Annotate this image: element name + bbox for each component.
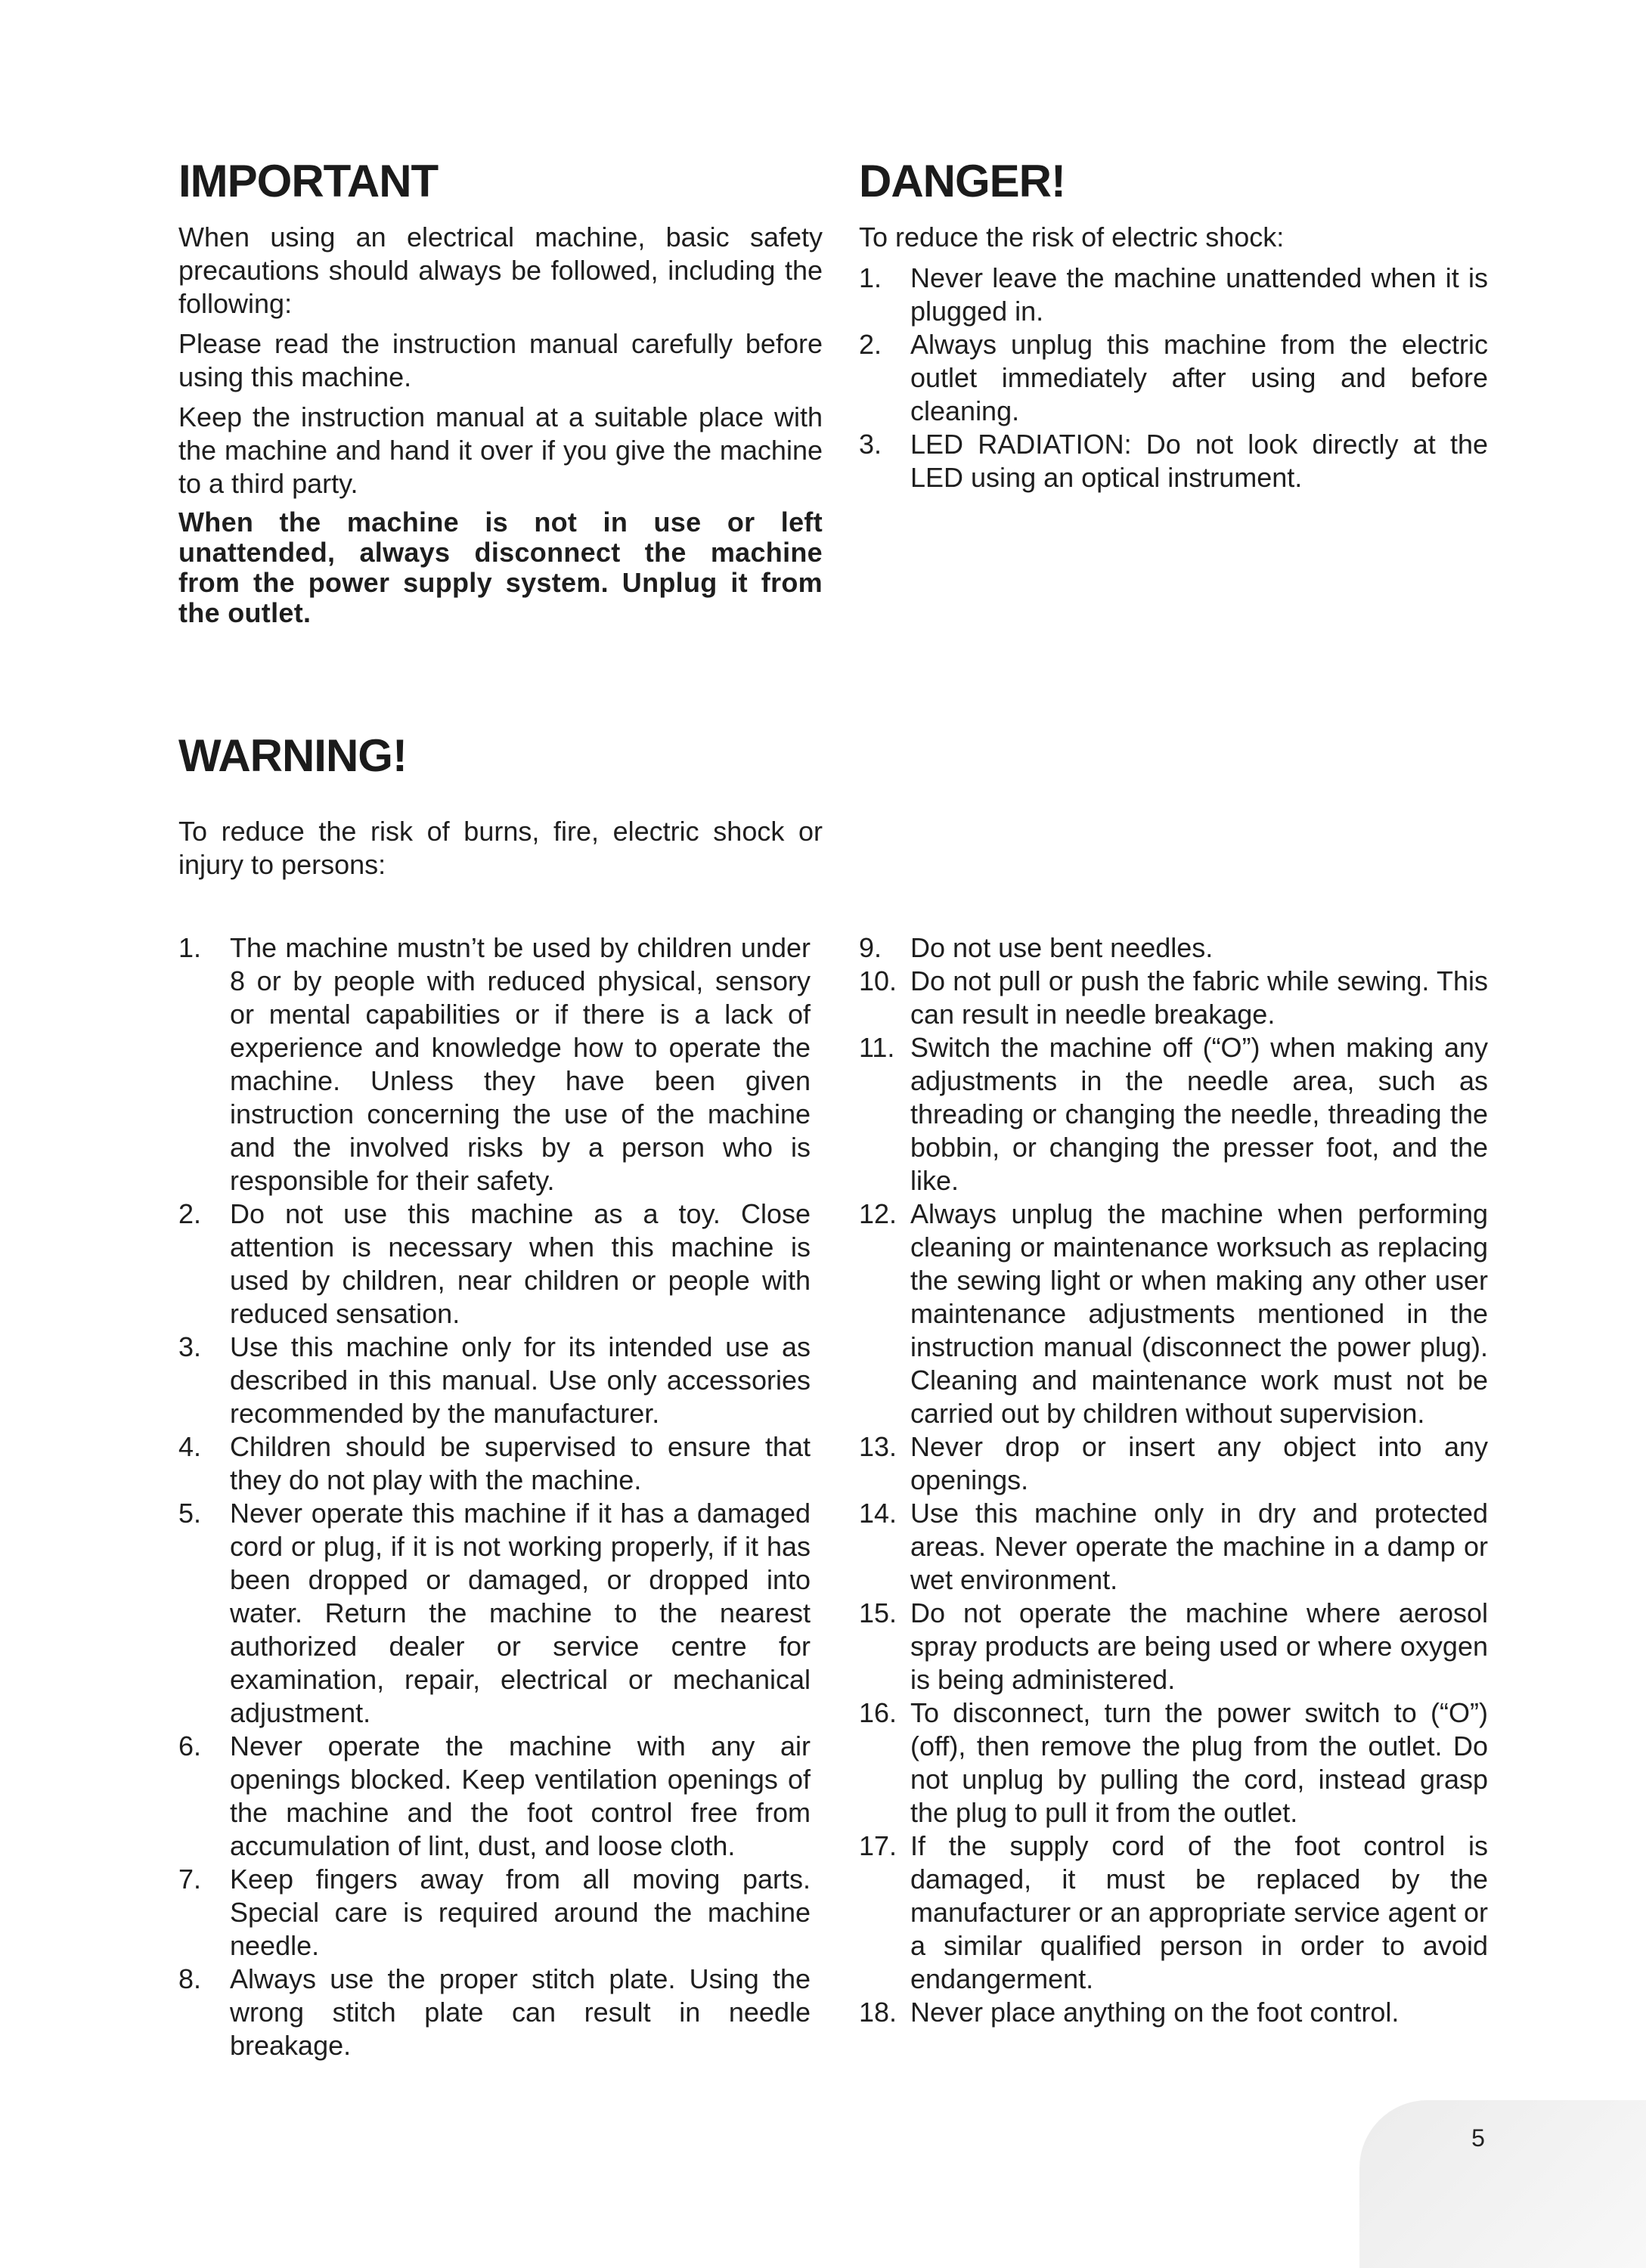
warning-list-left [178,931,811,2062]
list-item-number: 18. [859,1997,897,2028]
list-item-number: 2. [178,1198,202,1229]
list-item-text: Switch the machine off (“O”) when making any adjustments in the needle area, such as threading or changing the needle, threading the bobbin, or changing the presser foot, and the like. [910,1032,1488,1196]
list-item-text: Keep fingers away from all moving parts. Special care is required around the machine needle. [230,1864,811,1961]
list-item [859,1031,1488,1198]
page-number: 5 [1471,2124,1485,2152]
list-item-text: Do not use this machine as a toy. Close attention is necessary when this machine is used by children, near children or people with reduced sensation. [230,1198,811,1329]
list-item-number: 15. [859,1597,897,1628]
danger-section [859,156,1488,494]
warning-intro: To reduce the risk of burns, fire, electric shock or injury to persons: [178,816,823,880]
list-item-number: 1. [859,262,882,293]
list-item-text: Do not use bent needles. [910,932,1214,963]
list-item-text: If the supply cord of the foot control is damaged, it must be replaced by the manufacturer or an appropriate service agent or a similar qualified person in order to avoid endangerment. [910,1830,1488,1994]
list-item-text: Children should be supervised to ensure that they do not play with the machine. [230,1431,811,1495]
warning-section [178,730,823,881]
warning-heading: WARNING! [178,730,407,781]
list-item [859,262,1488,328]
list-item-text: Do not operate the machine where aerosol spray products are being used or where oxygen is being administered. [910,1597,1488,1695]
list-item-number: 9. [859,932,882,963]
list-item-text: Do not pull or push the fabric while sewing. This can result in needle breakage. [910,965,1488,1030]
list-item [178,931,811,1198]
list-item-number: 4. [178,1431,202,1462]
list-item-number: 1. [178,932,202,963]
list-item [859,1696,1488,1830]
page-corner-tab [1359,2100,1646,2268]
list-item [859,1430,1488,1497]
danger-intro: To reduce the risk of electric shock: [859,222,1285,253]
list-item-number: 12. [859,1198,897,1229]
list-item [178,1863,811,1963]
list-item-number: 8. [178,1963,202,1994]
list-item-text: To disconnect, turn the power switch to (“O”) (off), then remove the plug from the outlet. Do not unplug by pulling the cord, instead grasp the plug to pull it from the outlet. [910,1697,1488,1828]
list-item [859,1597,1488,1696]
list-item [178,1430,811,1497]
list-item-number: 5. [178,1498,202,1529]
list-item-text: Use this machine only for its intended use as described in this manual. Use only accessories recommended by the manufacturer. [230,1331,811,1429]
important-section [178,156,823,635]
important-bold-notice: When the machine is not in use or left unattended, always disconnect the machine from the power supply system. Unplug it from the outlet. [178,507,823,628]
list-item [859,428,1488,494]
warning-list-right-column [859,931,1488,2029]
list-item-text: Never place anything on the foot control. [910,1997,1400,2028]
list-item [859,1198,1488,1430]
list-item-number: 10. [859,965,897,996]
list-item [178,1198,811,1331]
list-item [859,1830,1488,1996]
list-item-text: Never operate this machine if it has a damaged cord or plug, if it is not working properly, if it has been dropped or damaged, or dropped into water. Return the machine to the nearest authorized dealer or service centre for examination, repair, electrical or mechanical adjustment. [230,1498,811,1728]
list-item-number: 7. [178,1864,202,1895]
list-item-text: Never drop or insert any object into any openings. [910,1431,1488,1495]
list-item [178,1730,811,1863]
important-paragraph: Keep the instruction manual at a suitable place with the machine and hand it over if you give the machine to a third party. [178,401,823,499]
list-item [859,965,1488,1031]
list-item-number: 14. [859,1498,897,1529]
list-item-number: 6. [178,1730,202,1761]
list-item-number: 2. [859,329,882,360]
list-item [859,1497,1488,1597]
list-item-text: Always use the proper stitch plate. Using the wrong stitch plate can result in needle breakage. [230,1963,811,2061]
list-item-text: The machine mustn’t be used by children under 8 or by people with reduced physical, sensory or mental capabilities or if there is a lack of experience and knowledge how to operate the machine. Unless they have been given instruction concerning the use of the machine and the involved risks by a person who is responsible for their safety. [230,932,811,1196]
warning-list-right [859,931,1488,2029]
list-item-number: 16. [859,1697,897,1728]
list-item-text: Use this machine only in dry and protected areas. Never operate the machine in a damp or wet environment. [910,1498,1488,1595]
list-item [178,1497,811,1730]
list-item-text: LED RADIATION: Do not look directly at the LED using an optical instrument. [910,429,1488,493]
important-paragraph: Please read the instruction manual carefully before using this machine. [178,328,823,392]
danger-heading: DANGER! [859,156,1065,206]
list-item [178,1331,811,1430]
list-item-number: 3. [859,429,882,460]
list-item [178,1963,811,2062]
list-item-text: Always unplug this machine from the electric outlet immediately after using and before cleaning. [910,329,1488,426]
list-item-number: 11. [859,1032,895,1063]
important-paragraph: When using an electrical machine, basic safety precautions should always be followed, including the following: [178,222,823,319]
danger-list [859,262,1488,494]
list-item-number: 17. [859,1830,897,1861]
list-item-text: Never leave the machine unattended when it is plugged in. [910,262,1488,327]
list-item [859,931,1488,965]
list-item-number: 3. [178,1331,202,1362]
list-item-text: Never operate the machine with any air openings blocked. Keep ventilation openings of the machine and the foot control free from accumulation of lint, dust, and loose cloth. [230,1730,811,1861]
warning-list-left-column [178,931,811,2062]
list-item [859,1996,1488,2029]
list-item-text: Always unplug the machine when performing cleaning or maintenance worksuch as replacing the sewing light or when making any other user maintenance adjustments mentioned in the instruction manual (disconnect the power plug). Cleaning and maintenance work must not be carried out by children without supervision. [910,1198,1488,1429]
list-item-number: 13. [859,1431,897,1462]
list-item [859,328,1488,428]
important-heading: IMPORTANT [178,156,439,206]
